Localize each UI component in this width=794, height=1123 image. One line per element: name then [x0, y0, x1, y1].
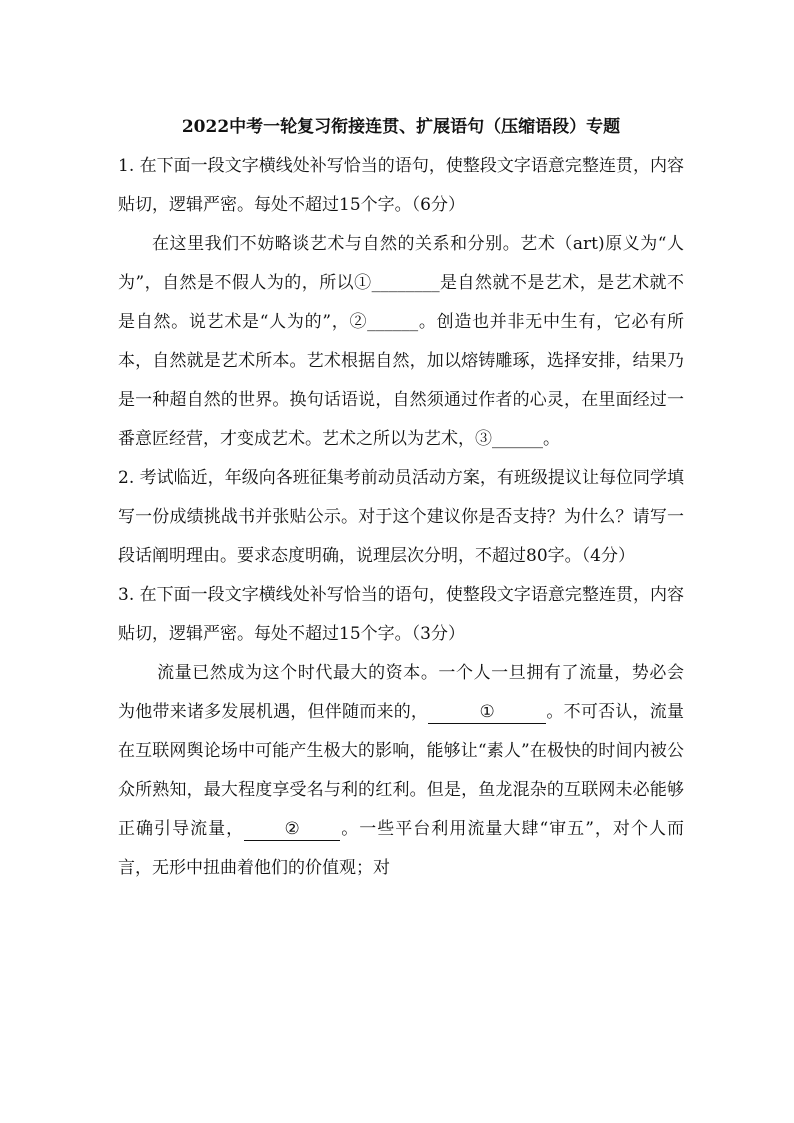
passage-text-part-2: 。不可否认，流量在互联网舆论场中可能产生极大的影响，能够让“素人”在极快的时间内被公众所熟知，最大程度享受名与利的红利。但是，鱼龙混杂的互联网未必能够正确引导流量，	[118, 702, 685, 839]
question-1-passage: 在这里我们不妨略谈艺术与自然的关系和分别。艺术（art)原义为“人为”，自然是不假人为的，所以①________是自然就不是艺术，是艺术就不是自然。说艺术是“人为的”，②______。创造也并非无中生有，它必有所本，自然就是艺术所本。艺术根据自然，加以熔铸雕琢，选择安排，结果乃是一种超自然的世界。换句话语说，自然须通过作者的心灵，在里面经过一番意匠经营，才变成艺术。艺术之所以为艺术，③______。	[118, 234, 684, 449]
question-1-prompt: 1. 在下面一段文字横线处补写恰当的语句，使整段文字语意完整连贯，内容贴切，逻辑严密。每处不超过15个字。（6分）	[118, 156, 684, 215]
document-page	[118, 108, 684, 888]
answer-blank-1[interactable]: ①	[428, 701, 546, 724]
question-3-prompt: 3. 在下面一段文字横线处补写恰当的语句，使整段文字语意完整连贯，内容贴切，逻辑严密。每处不超过15个字。（3分）	[118, 585, 684, 644]
passage-text-part-1: 流量已然成为这个时代最大的资本。一个人一旦拥有了流量，势必会为他带来诸多发展机遇，但伴随而来的，	[118, 663, 684, 722]
document-title: 2022中考一轮复习衔接连贯、扩展语句（压缩语段）专题	[181, 117, 621, 137]
question-2-prompt: 2. 考试临近，年级向各班征集考前动员活动方案，有班级提议让每位同学填写一份成绩挑战书并张贴公示。对于这个建议你是否支持？为什么？请写一段话阐明理由。要求态度明确，说理层次分明，不超过80字。（4分）	[118, 468, 684, 566]
question-3-passage	[118, 654, 684, 888]
passage-text-part-3: 。一些平台利用流量大肆“审五”，对个人而言，无形中扭曲着他们的价值观；对	[118, 819, 685, 878]
answer-blank-2[interactable]: ②	[244, 818, 340, 841]
